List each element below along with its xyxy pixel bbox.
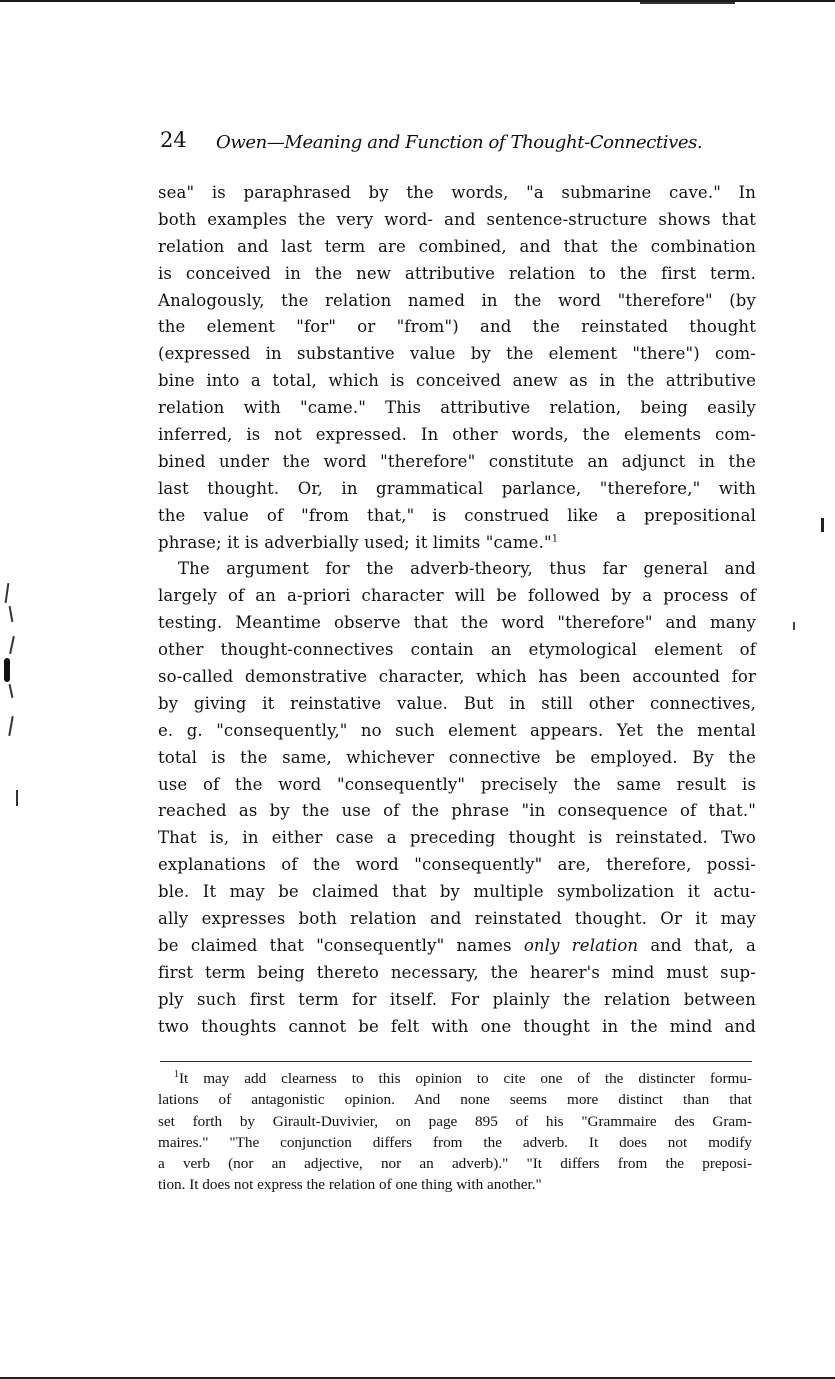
- footnote-line: [158, 1068, 752, 1089]
- text-line: the element "for" or "from") and the reinstated thought: [158, 317, 756, 337]
- footnote-line: set forth by Girault-Duvivier, on page 895 of his "Grammaire des Gram-: [158, 1112, 752, 1130]
- body-text: [158, 180, 756, 1041]
- top-edge-notch: [640, 2, 735, 8]
- text-line: [158, 933, 756, 960]
- text-line: relation and last term are combined, and that the combination: [158, 236, 756, 256]
- margin-mark: [4, 658, 10, 682]
- margin-mark: [5, 583, 10, 603]
- footnote-line: a verb (nor an adjective, nor an adverb)." "It differs from the preposi-: [158, 1155, 752, 1173]
- text-line: last thought. Or, in grammatical parlance, "therefore," with: [158, 478, 756, 498]
- text-line: other thought-connectives contain an etymological element of: [158, 640, 756, 660]
- text-line: ble. It may be claimed that by multiple symbolization it actu-: [158, 882, 756, 902]
- margin-mark: [9, 684, 14, 698]
- margin-mark: [8, 716, 13, 736]
- text-line: first term being thereto necessary, the hearer's mind must sup-: [158, 962, 756, 982]
- text-line-content: be claimed that "consequently" names: [158, 935, 512, 955]
- text-line: sea" is paraphrased by the words, "a submarine cave." In: [158, 183, 756, 202]
- text-line: ally expresses both relation and reinstated thought. Or it may: [158, 909, 756, 929]
- footnote-line: tion. It does not express the relation of one thing with another.": [158, 1176, 542, 1194]
- text-line: e. g. "consequently," no such element appears. Yet the mental: [158, 720, 756, 740]
- margin-mark: [9, 636, 15, 654]
- margin-mark: [821, 518, 824, 532]
- text-line: reached as by the use of the phrase "in consequence of that.": [158, 801, 756, 821]
- margin-mark: [793, 622, 795, 630]
- footnote-marker: 1: [174, 1068, 179, 1080]
- running-title: Owen—Meaning and Function of Thought-Connectives.: [216, 132, 703, 153]
- text-line: bine into a total, which is conceived anew as in the attributive: [158, 371, 756, 391]
- text-line: inferred, is not expressed. In other words, the elements com-: [158, 425, 756, 445]
- page-number: 24: [160, 128, 187, 152]
- margin-mark: [16, 790, 18, 806]
- text-line: ply such first term for itself. For plainly the relation between: [158, 989, 756, 1009]
- text-line: is conceived in the new attributive relation to the first term.: [158, 263, 756, 283]
- margin-mark: [9, 606, 14, 622]
- text-line: both examples the very word- and sentence-structure shows that: [158, 209, 756, 229]
- text-line: explanations of the word "consequently" are, therefore, possi-: [158, 855, 756, 875]
- text-line: so-called demonstrative character, which has been accounted for: [158, 667, 756, 687]
- footnote-reference[interactable]: 1: [551, 533, 559, 545]
- text-line: total is the same, whichever connective be employed. By the: [158, 747, 756, 767]
- text-line-content: phrase; it is adverbially used; it limits "came.": [158, 532, 552, 552]
- footnote-line-content: It may add clearness to this opinion to cite one of the distincter formu-: [179, 1070, 752, 1087]
- footnote-line: maires." "The conjunction differs from the adverb. It does not modify: [158, 1133, 752, 1151]
- footnote-rule: [160, 1061, 752, 1062]
- emphasis: only relation: [523, 935, 639, 955]
- text-line: relation with "came." This attributive relation, being easily: [158, 398, 756, 418]
- text-line-tail: and that, a: [638, 935, 756, 955]
- text-line: by giving it reinstative value. But in still other connectives,: [158, 693, 756, 713]
- text-line: (expressed in substantive value by the element "there") com-: [158, 344, 756, 364]
- footnote-line: lations of antagonistic opinion. And none seems more distinct than that: [158, 1091, 752, 1109]
- text-line: bined under the word "therefore" constitute an adjunct in the: [158, 451, 756, 471]
- text-line: two thoughts cannot be felt with one thought in the mind and: [158, 1016, 756, 1036]
- text-line: largely of an a-priori character will be followed by a process of: [158, 586, 756, 606]
- text-line: use of the word "consequently" precisely the same result is: [158, 774, 756, 794]
- text-line-paragraph-end: [158, 530, 756, 557]
- text-line-paragraph-start: The argument for the adverb-theory, thus far general and: [178, 559, 756, 579]
- text-line: Analogously, the relation named in the word "therefore" (by: [158, 290, 756, 310]
- footnote: [158, 1068, 752, 1196]
- running-head: [160, 128, 720, 158]
- text-line: That is, in either case a preceding thought is reinstated. Two: [158, 828, 756, 848]
- text-line: the value of "from that," is construed like a prepositional: [158, 505, 756, 525]
- text-line: testing. Meantime observe that the word "therefore" and many: [158, 613, 756, 633]
